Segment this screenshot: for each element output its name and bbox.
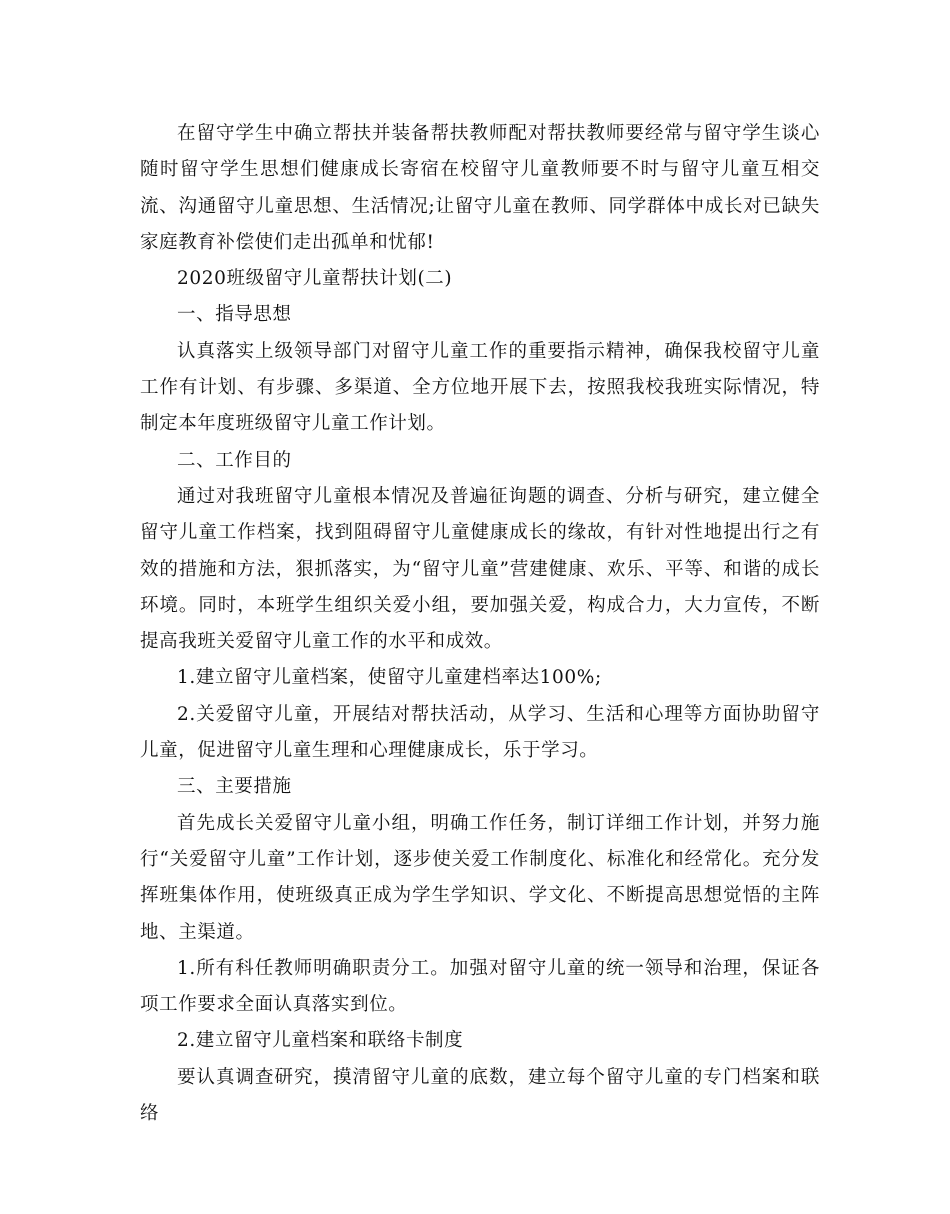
section-heading-main-measures: 三、主要措施 — [177, 776, 292, 798]
paragraph-guiding-ideology: 认真落实上级领导部门对留守儿童工作的重要指示精神，确保我校留守儿童工作有计划、有步骤、多渠道、全方位地开展下去，按照我校我班实际情况，特制定本年度班级留守儿童工作计划。 — [140, 340, 820, 435]
list-item-goal-1: 1.建立留守儿童档案，使留守儿童建档率达100%; — [177, 667, 602, 689]
document-title: 2020班级留守儿童帮扶计划(二) — [177, 268, 453, 290]
section-heading-work-goals: 二、工作目的 — [177, 449, 292, 471]
paragraph-support-measures: 在留守学生中确立帮扶并装备帮扶教师配对帮扶教师要经常与留守学生谈心随时留守学生思想们健康成长寄宿在校留守儿童教师要不时与留守儿童互相交流、沟通留守儿童思想、生活情况;让留守儿童在教师、同学群体中成长对已缺失家庭教育补偿使们走出孤单和忧郁! — [140, 123, 820, 253]
paragraph-work-goals: 通过对我班留守儿童根本情况及普遍征询题的调查、分析与研究，建立健全留守儿童工作档案，找到阻碍留守儿童健康成长的缘故，有针对性地提出行之有效的措施和方法，狠抓落实，为“留守儿童”营建健康、欢乐、平等、和谐的成长环境。同时，本班学生组织关爱小组，要加强关爱，构成合力，大力宣传，不断提高我班关爱留守儿童工作的水平和成效。 — [140, 485, 820, 653]
paragraph-main-measures: 首先成长关爱留守儿童小组，明确工作任务，制订详细工作计划，并努力施行“关爱留守儿童”工作计划，逐步使关爱工作制度化、标准化和经常化。充分发挥班集体作用，使班级真正成为学生学知识、学文化、不断提高思想觉悟的主阵地、主渠道。 — [140, 812, 820, 943]
list-item-measure-2: 2.建立留守儿童档案和联络卡制度 — [177, 1030, 464, 1052]
list-item-measure-1: 1.所有科任教师明确职责分工。加强对留守儿童的统一领导和治理，保证各项工作要求全面认真落实到位。 — [140, 957, 820, 1016]
paragraph-archive-contact: 要认真调查研究，摸清留守儿童的底数，建立每个留守儿童的专门档案和联络 — [140, 1066, 820, 1125]
document-body — [140, 116, 820, 1132]
list-item-goal-2: 2.关爱留守儿童，开展结对帮扶活动，从学习、生活和心理等方面协助留守儿童，促进留守儿童生理和心理健康成长，乐于学习。 — [140, 703, 820, 762]
section-heading-guiding-ideology: 一、指导思想 — [177, 304, 292, 326]
